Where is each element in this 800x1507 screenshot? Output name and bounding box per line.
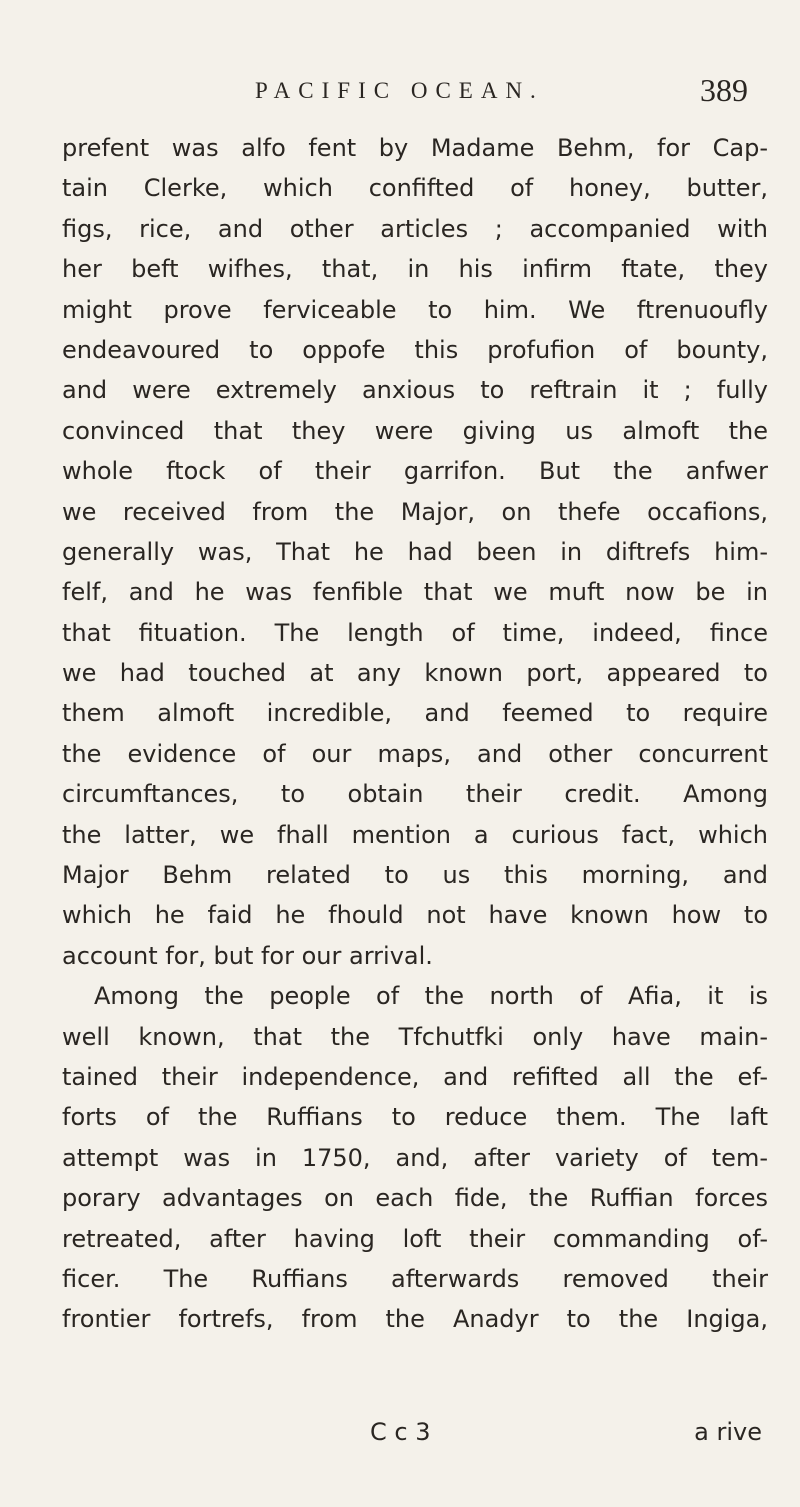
text-line: convinced that they were giving us almoft the xyxy=(62,416,768,445)
text-line: ficer. The Ruffians afterwards removed their xyxy=(62,1264,768,1293)
text-line: her beft wifhes, that, in his infirm ftate, they xyxy=(62,255,768,284)
text-line: the evidence of our maps, and other concurrent xyxy=(62,739,768,768)
text-line: forts of the Ruffians to reduce them. The laft xyxy=(62,1103,768,1132)
page-footer xyxy=(62,1418,768,1458)
signature-mark: C c 3 xyxy=(370,1418,431,1446)
text-line: porary advantages on each fide, the Ruffian forces xyxy=(62,1184,768,1213)
text-line: tain Clerke, which confifted of honey, butter, xyxy=(62,174,768,203)
text-line: circumftances, to obtain their credit. Among xyxy=(62,780,768,809)
text-line: that fituation. The length of time, indeed, fince xyxy=(62,618,768,647)
text-line: them almoft incredible, and feemed to require xyxy=(62,699,768,728)
text-line: prefent was alfo fent by Madame Behm, for Cap- xyxy=(62,134,768,162)
page-number: 389 xyxy=(700,72,748,108)
text-line: which he faid he fhould not have known how to xyxy=(62,901,768,930)
text-line: we had touched at any known port, appeared to xyxy=(62,659,768,688)
text-line: might prove ferviceable to him. We ftrenuoufly xyxy=(62,295,768,324)
text-line: generally was, That he had been in diftrefs him- xyxy=(62,537,768,566)
text-line: figs, rice, and other articles ; accompanied with xyxy=(62,214,768,243)
text-line: we received from the Major, on thefe occafions, xyxy=(62,497,768,526)
text-line: tained their independence, and refifted all the ef- xyxy=(62,1062,768,1091)
text-line: retreated, after having loft their commanding of- xyxy=(62,1224,768,1253)
text-line: whole ftock of their garrifon. But the anfwer xyxy=(62,457,768,486)
text-line: Major Behm related to us this morning, and xyxy=(62,861,768,890)
text-line: and were extremely anxious to reftrain it ; fully xyxy=(62,376,768,405)
text-line: attempt was in 1750, and, after variety of tem- xyxy=(62,1143,768,1172)
text-line: endeavoured to oppofe this profufion of bounty, xyxy=(62,335,768,364)
catchword: a rive xyxy=(694,1418,762,1446)
text-line: account for, but for our arrival. xyxy=(62,941,433,970)
text-line: the latter, we fhall mention a curious fact, which xyxy=(62,820,768,849)
text-line: well known, that the Tfchutfki only have main- xyxy=(62,1022,768,1051)
running-title: PACIFIC OCEAN. xyxy=(255,78,544,103)
body-text xyxy=(62,128,768,1340)
text-line: Among the people of the north of Afia, it is xyxy=(94,982,768,1011)
text-line: frontier fortrefs, from the Anadyr to the Ingiga, xyxy=(62,1305,768,1334)
text-line: felf, and he was fenfible that we muft now be in xyxy=(62,578,768,607)
